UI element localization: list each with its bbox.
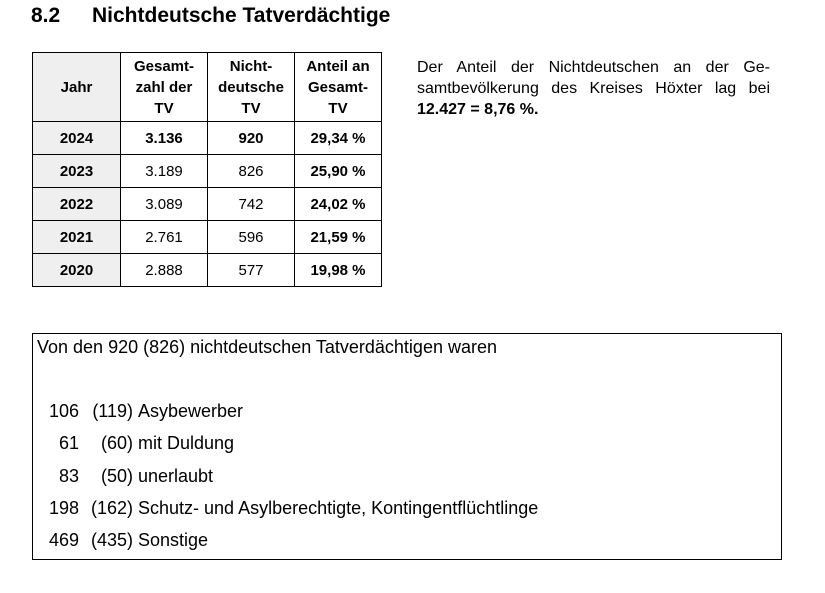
note-line-2: samtbevölkerung des Kreises Höxter lag [417,80,737,97]
cell-total: 2.888 [121,254,208,287]
cell-share: 25,90 % [295,155,382,188]
population-share-note [417,57,770,120]
suspects-table [32,52,382,287]
section-title: Nichtdeutsche Tatverdächtige [92,4,391,27]
section-heading [31,4,390,28]
item-previous: (435) [90,530,133,550]
cell-total: 3.189 [121,155,208,188]
cell-total: 2.761 [121,221,208,254]
item-previous: (60) [100,433,133,453]
cell-nongerman: 920 [208,122,295,155]
cell-nongerman: 742 [208,188,295,221]
item-label: Schutz- und Asylberechtigte, Kontingentflüchtlinge [138,498,539,518]
cell-share: 21,59 % [295,221,382,254]
header-share: Anteil an Gesamt- TV [295,53,382,122]
cell-year: 2022 [33,188,121,221]
cell-share: 19,98 % [295,254,382,287]
cell-nongerman: 826 [208,155,295,188]
item-count: 83 [58,466,79,486]
cell-total: 3.136 [121,122,208,155]
cell-total: 3.089 [121,188,208,221]
header-total: Gesamt- zahl der TV [121,53,208,122]
table-row [33,254,382,287]
cell-year: 2021 [33,221,121,254]
item-previous: (119) [92,401,133,421]
cell-year: 2023 [33,155,121,188]
header-nongerman: Nicht- deutsche TV [208,53,295,122]
header-year: Jahr [33,53,121,122]
cell-share: 29,34 % [295,122,382,155]
breakdown-box [32,333,782,560]
section-number: 8.2 [31,4,61,27]
table-row [33,188,382,221]
note-prefix: bei [748,80,770,97]
cell-year: 2020 [33,254,121,287]
item-label: Sonstige [138,530,209,550]
item-count: 469 [48,530,79,550]
table-header-row [33,53,382,122]
item-count: 198 [48,498,79,518]
item-label: mit Duldung [138,433,235,453]
item-previous: (50) [100,466,133,486]
cell-nongerman: 596 [208,221,295,254]
cell-year: 2024 [33,122,121,155]
cell-share: 24,02 % [295,188,382,221]
item-previous: (162) [90,498,133,518]
item-count: 61 [58,433,79,453]
note-line-1: Der Anteil der Nichtdeutschen an der Ge- [417,59,770,76]
cell-nongerman: 577 [208,254,295,287]
table-row [33,221,382,254]
item-label: Asybewerber [138,401,244,421]
item-count: 106 [48,401,79,421]
breakdown-intro: Von den 920 (826) nichtdeutschen Tatverdächtigen waren [37,337,497,357]
table-row [33,122,382,155]
table-row [33,155,382,188]
item-label: unerlaubt [138,466,214,486]
note-value: 12.427 = 8,76 %. [417,101,539,118]
